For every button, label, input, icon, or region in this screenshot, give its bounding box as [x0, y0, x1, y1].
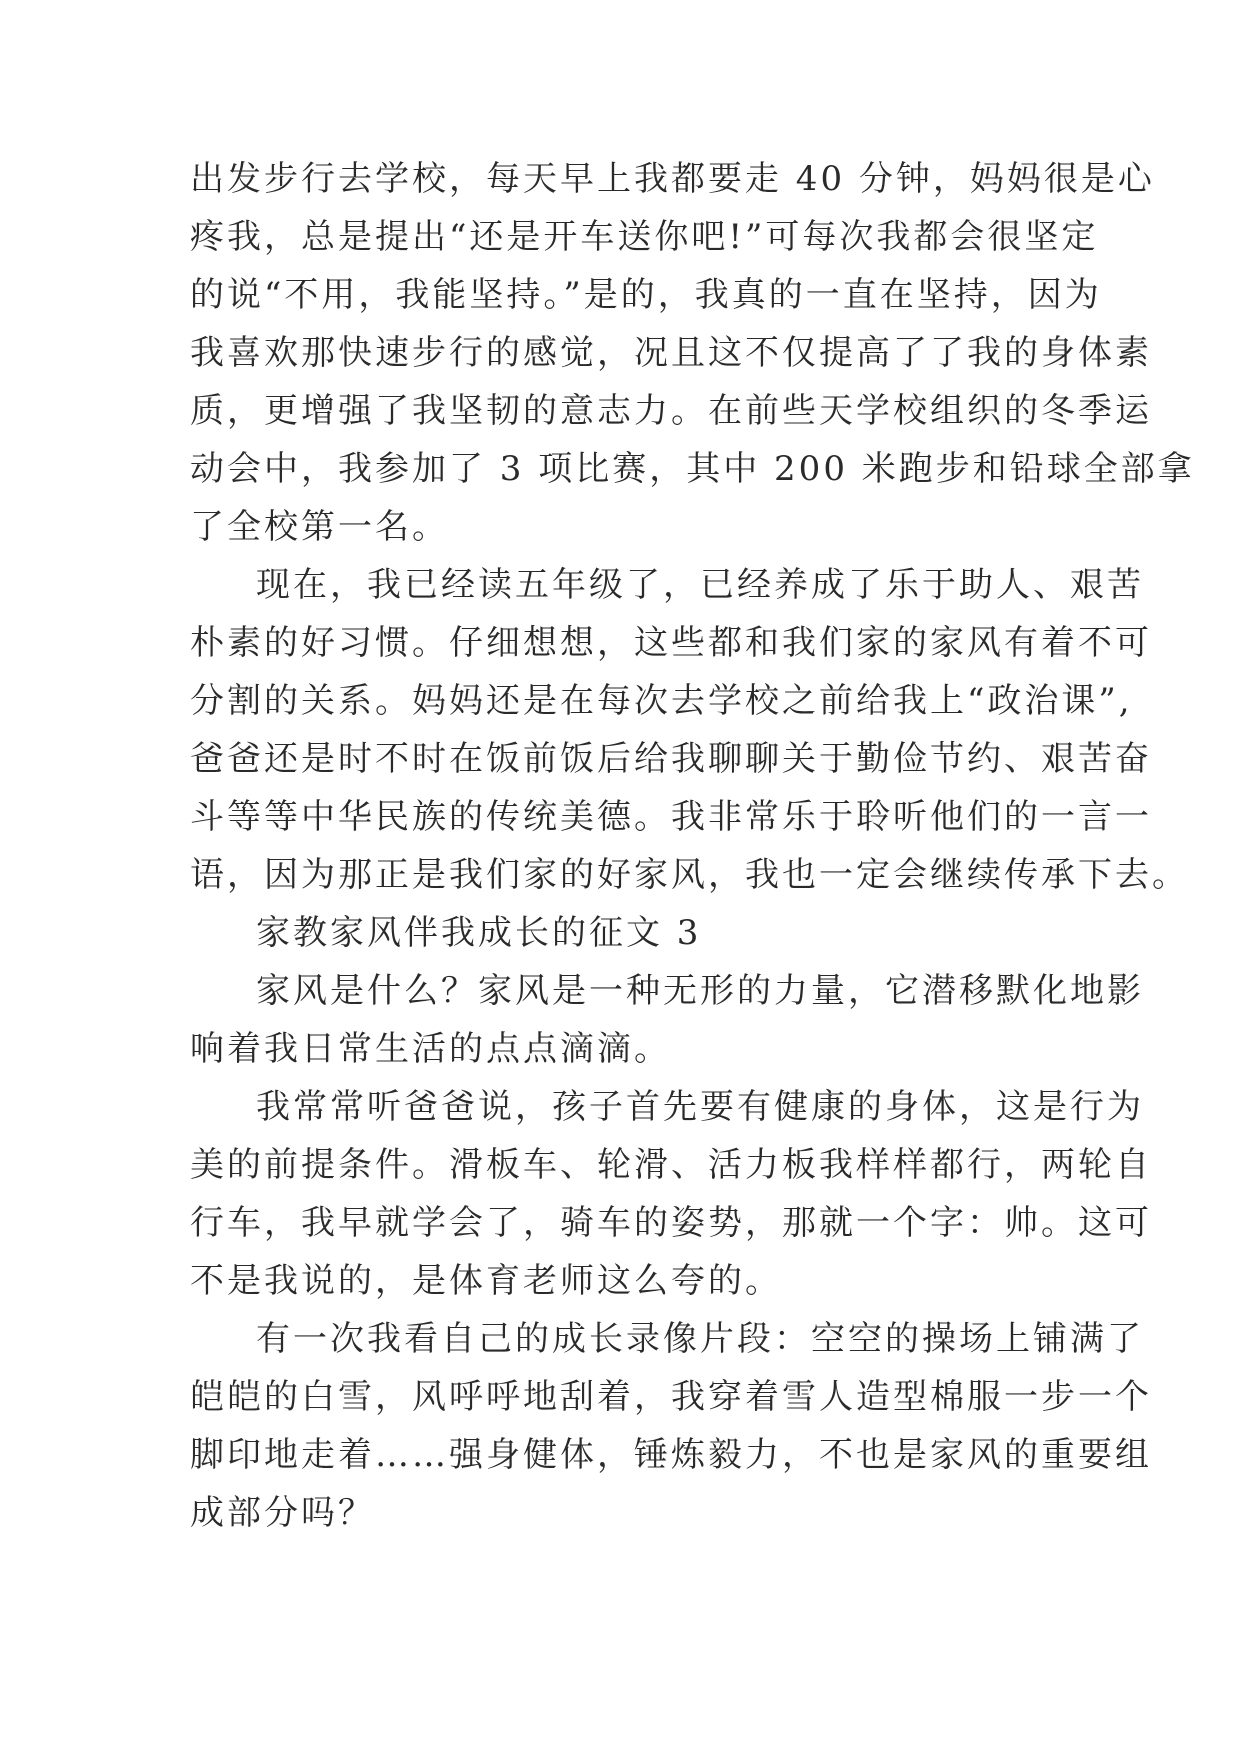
text-line: 质，更增强了我坚韧的意志力。在前些天学校组织的冬季运	[190, 391, 1152, 431]
text-line: 成部分吗？	[190, 1493, 375, 1533]
text-line: 爸爸还是时不时在饭前饭后给我聊聊关于勤俭节约、艰苦奋	[190, 739, 1152, 779]
text-line: 动会中，我参加了 3 项比赛，其中 200 米跑步和铅球全部拿	[190, 449, 1195, 489]
text-line: 现在，我已经读五年级了，已经养成了乐于助人、艰苦	[256, 565, 1144, 605]
text-line: 疼我，总是提出“还是开车送你吧!”可每次我都会很坚定	[190, 217, 1099, 257]
text-line: 家教家风伴我成长的征文 3	[256, 913, 702, 953]
text-line: 的说“不用，我能坚持。”是的，我真的一直在坚持，因为	[190, 275, 1102, 315]
text-line: 行车，我早就学会了，骑车的姿势，那就一个字：帅。这可	[190, 1203, 1152, 1243]
text-line: 语，因为那正是我们家的好家风，我也一定会继续传承下去。	[190, 855, 1189, 895]
text-line: 美的前提条件。滑板车、轮滑、活力板我样样都行，两轮自	[190, 1145, 1152, 1185]
text-line: 斗等等中华民族的传统美德。我非常乐于聆听他们的一言一	[190, 797, 1152, 837]
text-line: 有一次我看自己的成长录像片段：空空的操场上铺满了	[256, 1319, 1144, 1359]
text-line: 家风是什么？家风是一种无形的力量，它潜移默化地影	[256, 971, 1144, 1011]
text-line: 我喜欢那快速步行的感觉，况且这不仅提高了了我的身体素	[190, 333, 1152, 373]
text-line: 朴素的好习惯。仔细想想，这些都和我们家的家风有着不可	[190, 623, 1152, 663]
text-line: 了全校第一名。	[190, 507, 449, 547]
text-line: 不是我说的，是体育老师这么夸的。	[190, 1261, 782, 1301]
text-line: 响着我日常生活的点点滴滴。	[190, 1029, 671, 1069]
text-line: 分割的关系。妈妈还是在每次去学校之前给我上“政治课”,	[190, 681, 1133, 721]
text-line: 皑皑的白雪，风呼呼地刮着，我穿着雪人造型棉服一步一个	[190, 1377, 1152, 1417]
text-line: 我常常听爸爸说，孩子首先要有健康的身体，这是行为	[256, 1087, 1144, 1127]
document-page	[190, 150, 1195, 1542]
text-line: 脚印地走着……强身健体，锤炼毅力，不也是家风的重要组	[190, 1435, 1152, 1475]
text-line: 出发步行去学校，每天早上我都要走 40 分钟，妈妈很是心	[190, 159, 1155, 199]
